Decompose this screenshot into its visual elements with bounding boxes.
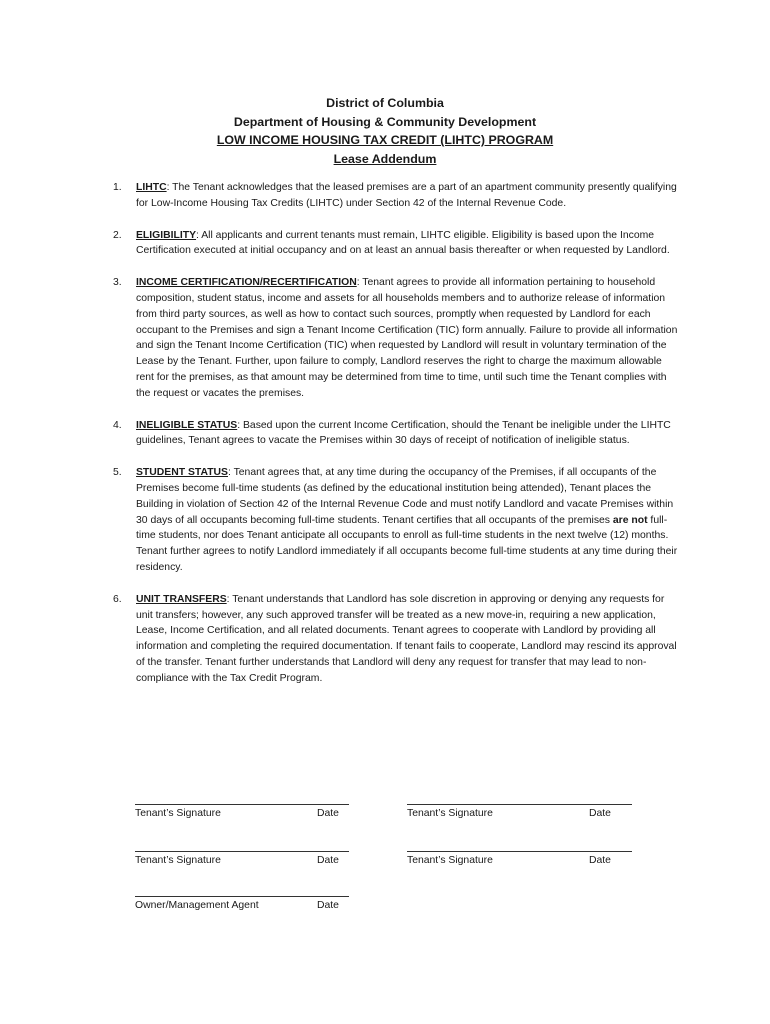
clause-eligibility [113, 228, 681, 260]
clause-number: 2. [113, 229, 122, 241]
clause-number: 5. [113, 467, 122, 479]
clause-text: : Tenant agrees to provide all information pertaining to household composition, student status, income and assets for all households members and to authorize release of information from third party sources, as well as how to contact such sources, promptly when requested by Landlord for each occupant to the Premises and sign a Tenant Income Certification (TIC) form annually. Failure to provide all information and sign the Tenant Income Certification (TIC) when requested by Landlord will result in voluntary termination of the Lease by the Tenant. Further, upon failure to comply, Landlord reserves the right to charge the maximum allowable rent for the premises, as that amount may be determined from time to time, until such time the Tenant complies with the request or vacates the premises. [136, 277, 678, 399]
date-label: Date [317, 900, 339, 911]
date-label: Date [589, 808, 611, 819]
clause-text: : Tenant understands that Landlord has sole discretion in approving or denying any requests for unit transfers; however, any such approved transfer will be treated as a new move-in, requiring a new application, Lease, Income Certification, and all related documents. Tenant agrees to cooperate with Landlord by providing all information and completing the required documentation. If tenant fails to cooperate, Landlord may rescind its approval of the transfer. Tenant further understands that Landlord will deny any request for transfer that may lead to non-compliance with the Tax Credit Program. [136, 593, 677, 684]
date-label: Date [589, 855, 611, 866]
tenant-signature-4 [407, 837, 632, 866]
signature-line[interactable] [135, 882, 349, 897]
tenant-signature-2 [407, 790, 632, 819]
addendum-clauses [113, 180, 681, 703]
clause-number: 3. [113, 277, 122, 289]
clause-heading: UNIT TRANSFERS [136, 593, 227, 605]
clause-income-certification [113, 275, 681, 401]
signature-line[interactable] [407, 790, 632, 805]
tenant-signature-1 [135, 790, 349, 819]
signature-line[interactable] [135, 837, 349, 852]
clause-heading: LIHTC [136, 182, 167, 193]
clause-text-continued: full-time students, nor does Tenant anticipate all occupants to enroll as full-time students in the next twelve (12) months. Tenant further agrees to notify Landlord immediately if all occupants become full-time students at any time during their residency. [136, 514, 678, 573]
clause-heading: INELIGIBLE STATUS [136, 419, 238, 431]
clause-number: 6. [113, 593, 122, 605]
date-label: Date [317, 808, 339, 819]
header-jurisdiction: District of Columbia [326, 96, 444, 110]
clause-heading: STUDENT STATUS [136, 467, 228, 479]
signature-line[interactable] [135, 790, 349, 805]
clause-unit-transfers [113, 592, 681, 687]
tenant-signature-3 [135, 837, 349, 866]
clause-text: : All applicants and current tenants must remain, LIHTC eligible. Eligibility is based upon the Income Certification executed at initial occupancy and on at least an annual basis thereafter or when requested by Landlord. [136, 229, 670, 257]
clause-heading: INCOME CERTIFICATION/RECERTIFICATION [136, 277, 357, 289]
signature-label: Tenant’s Signature [407, 808, 493, 819]
signature-label: Tenant’s Signature [135, 855, 221, 866]
clause-lihtc [113, 180, 681, 212]
header-program: LOW INCOME HOUSING TAX CREDIT (LIHTC) PROGRAM [216, 133, 554, 147]
signature-label: Tenant’s Signature [135, 808, 221, 819]
signature-line[interactable] [407, 837, 632, 852]
date-label: Date [317, 855, 339, 866]
clause-ineligible-status [113, 418, 681, 450]
signature-label: Owner/Management Agent [135, 900, 259, 911]
clause-heading: ELIGIBILITY [136, 229, 197, 241]
clause-number: 1. [113, 182, 122, 193]
signature-label: Tenant’s Signature [407, 855, 493, 866]
owner-signature [135, 882, 349, 911]
clause-student-status [113, 465, 681, 576]
clause-emphasis: are not [612, 514, 648, 526]
clause-text: : The Tenant acknowledges that the leased premises are a part of an apartment community presently qualifying for Low-Income Housing Tax Credits (LIHTC) under Section 42 of the Internal Revenue Code. [136, 182, 677, 209]
clause-text: : Tenant agrees that, at any time during the occupancy of the Premises, if all occupants of the Premises become full-time students (as defined by the educational institution being attended), Tenant places the Building in violation of Section 42 of the Internal Revenue Code and must notify Landlord and vacate Premises within 30 days of all occupants becoming full-time students. Tenant certifies that all occupants of the premises [136, 467, 674, 526]
header-title: Lease Addendum [333, 151, 437, 166]
header-department: Department of Housing & Community Development [233, 114, 537, 129]
document-header [0, 94, 770, 168]
clause-number: 4. [113, 419, 122, 431]
clause-text: : Based upon the current Income Certification, should the Tenant be ineligible under the LIHTC guidelines, Tenant agrees to vacate the Premises within 30 days of receipt of notification of ineligible status. [136, 419, 671, 447]
